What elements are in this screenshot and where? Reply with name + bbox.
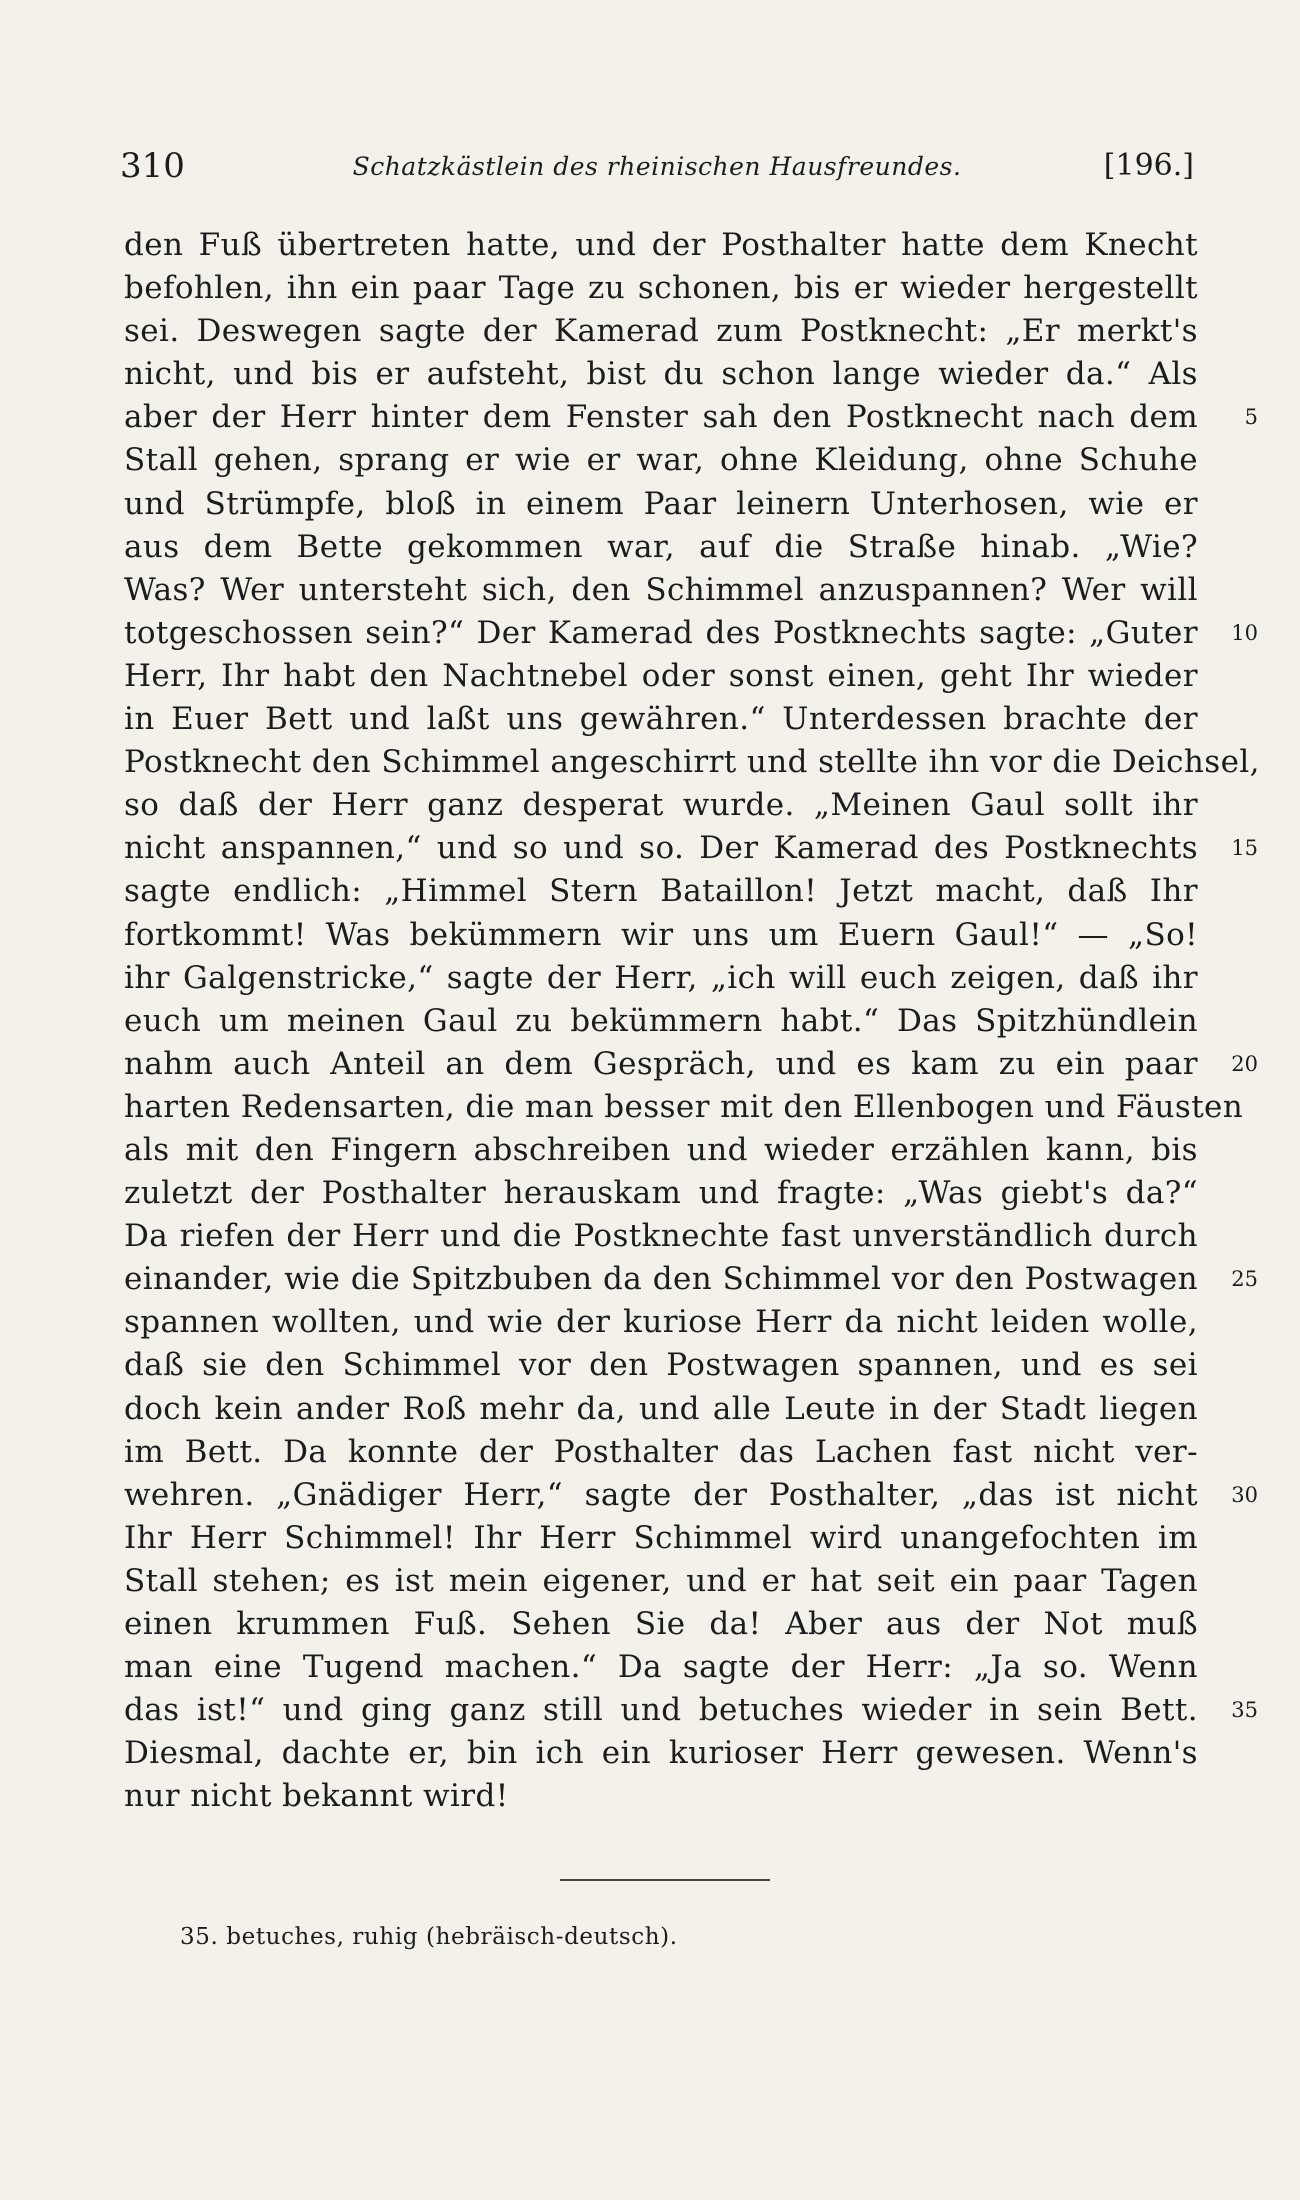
line-number: 10 bbox=[1231, 620, 1258, 645]
text-line bbox=[124, 1517, 1198, 1560]
line-number: 5 bbox=[1244, 405, 1258, 430]
text-line bbox=[124, 1388, 1198, 1431]
line-text: totgeschossen sein?“ Der Kamerad des Postknechts sagte: „Guter bbox=[124, 614, 1198, 651]
text-line bbox=[124, 827, 1258, 870]
page-number: 310 bbox=[120, 146, 185, 186]
text-line bbox=[124, 1215, 1198, 1258]
line-text: spannen wollten, und wie der kuriose Herr da nicht leiden wolle, bbox=[124, 1304, 1198, 1341]
line-text: daß sie den Schimmel vor den Postwagen spannen, und es sei bbox=[124, 1347, 1198, 1384]
line-text: und Strümpfe, bloß in einem Paar leinern Unterhosen, wie er bbox=[124, 485, 1198, 522]
text-line bbox=[124, 1474, 1258, 1517]
line-text: aber der Herr hinter dem Fenster sah den Postknecht nach dem bbox=[124, 399, 1198, 436]
line-number: 25 bbox=[1231, 1267, 1258, 1292]
line-text: nahm auch Anteil an dem Gespräch, und es kam zu ein paar bbox=[124, 1045, 1198, 1082]
text-line bbox=[124, 439, 1198, 482]
text-line bbox=[124, 224, 1198, 267]
text-line bbox=[124, 483, 1198, 526]
text-line bbox=[124, 569, 1198, 612]
text-line bbox=[124, 1603, 1198, 1646]
text-line bbox=[124, 1258, 1258, 1301]
footnote: 35. betuches, ruhig (hebräisch-deutsch). bbox=[180, 1924, 678, 1950]
text-line bbox=[124, 612, 1258, 655]
text-line bbox=[124, 1043, 1258, 1086]
page-header bbox=[120, 146, 1194, 186]
text-line bbox=[124, 957, 1198, 1000]
line-text: in Euer Bett und laßt uns gewähren.“ Unterdessen brachte der bbox=[124, 701, 1198, 738]
line-text: ihr Galgenstricke,“ sagte der Herr, „ich will euch zeigen, daß ihr bbox=[124, 959, 1198, 996]
line-text: befohlen, ihn ein paar Tage zu schonen, bis er wieder hergestellt bbox=[124, 270, 1198, 307]
line-number: 20 bbox=[1231, 1051, 1258, 1076]
line-text: im Bett. Da konnte der Posthalter das Lachen fast nicht ver- bbox=[124, 1433, 1198, 1470]
line-text: so daß der Herr ganz desperat wurde. „Meinen Gaul sollt ihr bbox=[124, 787, 1198, 824]
text-line bbox=[124, 1172, 1198, 1215]
line-text: einander, wie die Spitzbuben da den Schimmel vor den Postwagen bbox=[124, 1261, 1198, 1298]
line-text: sei. Deswegen sagte der Kamerad zum Postknecht: „Er merkt's bbox=[124, 313, 1198, 350]
line-text: Stall gehen, sprang er wie er war, ohne Kleidung, ohne Schuhe bbox=[124, 442, 1198, 479]
text-line bbox=[124, 1560, 1198, 1603]
line-number: 30 bbox=[1231, 1482, 1258, 1507]
text-line bbox=[124, 267, 1198, 310]
text-line bbox=[124, 526, 1198, 569]
text-line bbox=[124, 353, 1198, 396]
text-line bbox=[124, 1732, 1198, 1775]
line-text: harten Redensarten, die man besser mit den Ellenbogen und Fäusten bbox=[124, 1088, 1244, 1125]
text-line bbox=[124, 310, 1198, 353]
line-text: nicht, und bis er aufsteht, bist du schon lange wieder da.“ Als bbox=[124, 356, 1198, 393]
text-line bbox=[124, 396, 1258, 439]
text-line bbox=[124, 1086, 1244, 1129]
footnote-divider bbox=[560, 1879, 770, 1881]
line-text: fortkommt! Was bekümmern wir uns um Euern Gaul!“ — „So! bbox=[124, 916, 1198, 953]
line-text: zuletzt der Posthalter herauskam und fragte: „Was giebt's da?“ bbox=[124, 1175, 1198, 1212]
line-number: 15 bbox=[1231, 836, 1258, 861]
line-text: das ist!“ und ging ganz still und betuches wieder in sein Bett. bbox=[124, 1692, 1198, 1729]
text-line bbox=[124, 1344, 1198, 1387]
text-line bbox=[124, 1689, 1258, 1732]
line-text: doch kein ander Roß mehr da, und alle Leute in der Stadt liegen bbox=[124, 1390, 1198, 1427]
line-text: wehren. „Gnädiger Herr,“ sagte der Posthalter, „das ist nicht bbox=[124, 1476, 1198, 1513]
text-line bbox=[124, 1000, 1198, 1043]
text-line bbox=[124, 1431, 1198, 1474]
line-text: Diesmal, dachte er, bin ich ein kurioser Herr gewesen. Wenn's bbox=[124, 1735, 1198, 1772]
line-text: Stall stehen; es ist mein eigener, und er hat seit ein paar Tagen bbox=[124, 1562, 1198, 1599]
line-text: Ihr Herr Schimmel! Ihr Herr Schimmel wird unangefochten im bbox=[124, 1519, 1198, 1556]
text-line bbox=[124, 741, 1260, 784]
line-number: 35 bbox=[1231, 1698, 1258, 1723]
line-text: nicht anspannen,“ und so und so. Der Kamerad des Postknechts bbox=[124, 830, 1198, 867]
body-text bbox=[124, 224, 1260, 1818]
line-text: Da riefen der Herr und die Postknechte fast unverständlich durch bbox=[124, 1218, 1198, 1255]
text-line bbox=[124, 784, 1198, 827]
line-text: Was? Wer untersteht sich, den Schimmel anzuspannen? Wer will bbox=[124, 571, 1198, 608]
line-text: aus dem Bette gekommen war, auf die Straße hinab. „Wie? bbox=[124, 528, 1198, 565]
text-line bbox=[124, 698, 1198, 741]
text-line bbox=[124, 1775, 1198, 1818]
text-line bbox=[124, 870, 1198, 913]
running-title: Schatzkästlein des rheinischen Hausfreundes. bbox=[352, 152, 962, 181]
line-text: den Fuß übertreten hatte, und der Posthalter hatte dem Knecht bbox=[124, 227, 1198, 263]
line-text: man eine Tugend machen.“ Da sagte der Herr: „Ja so. Wenn bbox=[124, 1649, 1198, 1686]
section-number: [196.] bbox=[1103, 148, 1194, 183]
line-text: nur nicht bekannt wird! bbox=[124, 1778, 509, 1815]
line-text: sagte endlich: „Himmel Stern Bataillon! Jetzt macht, daß Ihr bbox=[124, 873, 1198, 910]
line-text: euch um meinen Gaul zu bekümmern habt.“ Das Spitzhündlein bbox=[124, 1002, 1198, 1039]
line-text: Herr, Ihr habt den Nachtnebel oder sonst einen, geht Ihr wieder bbox=[124, 657, 1198, 694]
text-line bbox=[124, 914, 1198, 957]
text-line bbox=[124, 655, 1198, 698]
line-text: Postknecht den Schimmel angeschirrt und stellte ihn vor die Deichsel, bbox=[124, 744, 1260, 781]
text-line bbox=[124, 1301, 1198, 1344]
text-line bbox=[124, 1129, 1198, 1172]
line-text: einen krummen Fuß. Sehen Sie da! Aber aus der Not muß bbox=[124, 1606, 1198, 1642]
line-text: als mit den Fingern abschreiben und wieder erzählen kann, bis bbox=[124, 1131, 1198, 1168]
text-line bbox=[124, 1646, 1198, 1689]
